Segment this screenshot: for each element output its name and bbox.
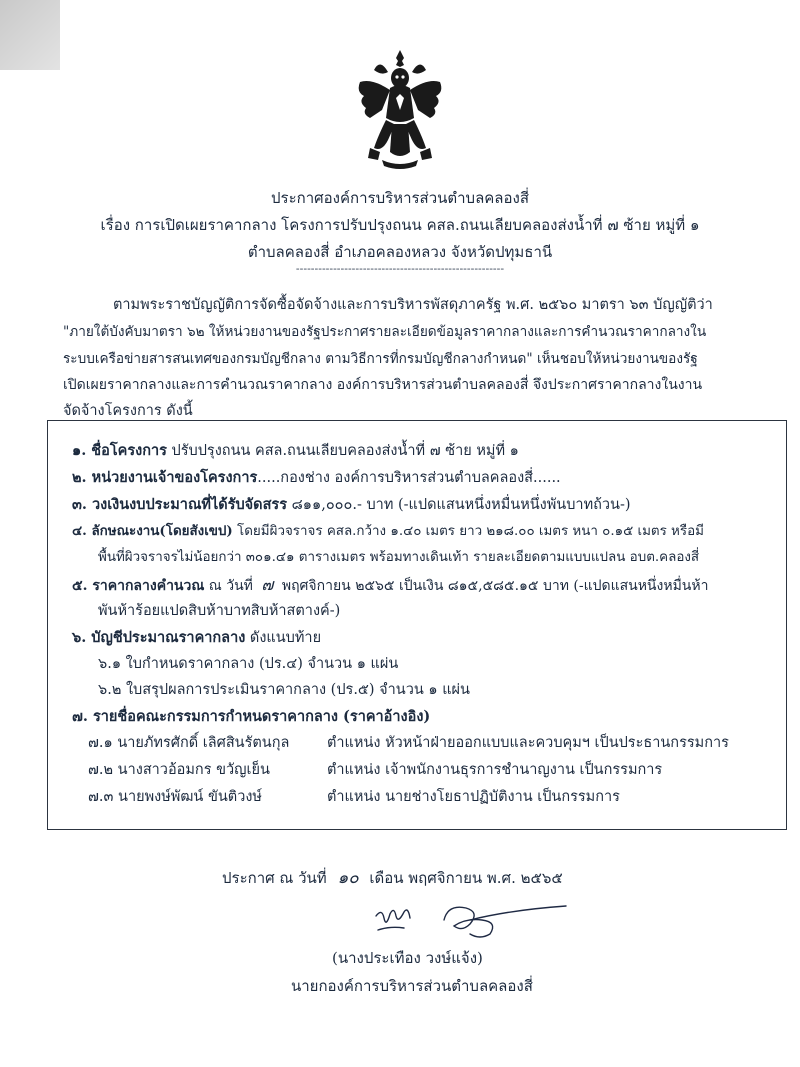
- item-committee: [72, 705, 430, 728]
- announcement-location: ตำบลคลองสี่ อำเภอคลองหลวง จังหวัดปทุมธานี: [247, 243, 553, 261]
- item-label: ๔. ลักษณะงาน(โดยสังเขป): [72, 523, 233, 539]
- announcement-subject: เรื่อง การเปิดเผยราคากลาง โครงการปรับปรุงถนน คสล.ถนนเลียบคลองส่งน้ำที่ ๗ ซ้าย หมู่ที่ ๑: [100, 216, 700, 234]
- intro-line: "ภายใต้บังคับมาตรา ๖๒ ให้หน่วยงานของรัฐประกาศรายละเอียดข้อมูลราคากลางและการคำนวณราคากลางใน: [63, 324, 707, 340]
- item-value: ณ วันที่: [204, 578, 258, 594]
- announcement-title: ประกาศองค์การบริหารส่วนตำบลคลองสี่: [271, 189, 529, 207]
- item-project-name: [72, 439, 519, 462]
- committee-member-name: ๗.๓ นายพงษ์พัฒน์ ขันติวงษ์: [88, 789, 262, 805]
- item-label: ๑. ชื่อโครงการ: [72, 442, 167, 459]
- intro-line: จัดจ้างโครงการ ดังนี้: [63, 403, 193, 419]
- item-work-description-cont: พื้นที่ผิวจราจรไม่น้อยกว่า ๓๐๑.๔๑ ตารางเมตร พร้อมทางเดินเท้า รายละเอียดตามแบบแปลน อบต.คลองสี่: [98, 550, 700, 565]
- item-owner-agency: [72, 466, 561, 489]
- item-estimate-sub-2: ๖.๒ ใบสรุปผลการประเมินราคากลาง (ปร.๕) จำนวน ๑ แผ่น: [98, 682, 470, 698]
- item-budget: [72, 493, 631, 516]
- announce-date-suffix: เดือน พฤศจิกายน พ.ศ. ๒๕๖๕: [364, 869, 563, 887]
- handwritten-announce-day: ๑๐: [337, 868, 359, 888]
- item-value: ปรับปรุงถนน คสล.ถนนเลียบคลองส่งน้ำที่ ๗ ซ้าย หมู่ที่ ๑: [166, 443, 519, 459]
- item-value: พฤศจิกายน ๒๕๖๕ เป็นเงิน ๘๑๕,๕๘๕.๑๕ บาท (-แปดแสนหนึ่งหมื่นห้า: [277, 578, 709, 594]
- item-price-estimate: [72, 626, 321, 649]
- announce-date: [222, 864, 563, 891]
- item-label: ๗. รายชื่อคณะกรรมการกำหนดราคากลาง (ราคาอ้างอิง): [72, 708, 431, 725]
- signature-icon: [370, 900, 570, 946]
- item-reference-price-cont: พันห้าร้อยแปดสิบห้าบาทสิบห้าสตางค์-): [98, 603, 341, 619]
- item-value: ดังแนบท้าย: [245, 630, 322, 646]
- intro-line: ระบบเครือข่ายสารสนเทศของกรมบัญชีกลาง ตามวิธีการที่กรมบัญชีกลางกำหนด" เห็นชอบให้หน่วยงานของรัฐ: [63, 351, 698, 367]
- item-label: ๒. หน่วยงานเจ้าของโครงการ: [72, 469, 258, 486]
- item-value: .....กองช่าง องค์การบริหารส่วนตำบลคลองสี่......: [257, 470, 561, 486]
- intro-line: ตามพระราชบัญญัติการจัดซื้อจัดจ้างและการบริหารพัสดุภาครัฐ พ.ศ. ๒๕๖๐ มาตรา ๖๓ บัญญัติว่า: [113, 297, 713, 313]
- garuda-emblem-icon: [352, 48, 448, 170]
- header-divider: --------------------------------------------------------: [295, 262, 505, 275]
- item-reference-price: [72, 573, 708, 598]
- handwritten-day: ๗: [261, 575, 274, 594]
- committee-member-name: ๗.๑ นายภัทรศักดิ์ เลิศสินรัตนกุล: [88, 735, 290, 751]
- item-label: ๕. ราคากลางคำนวณ: [72, 578, 205, 594]
- committee-member-name: ๗.๒ นางสาวอ้อมกร ขวัญเย็น: [88, 762, 270, 778]
- committee-member-position: ตำแหน่ง เจ้าพนักงานธุรการชำนาญงาน เป็นกรรมการ: [327, 762, 663, 778]
- item-label: ๓. วงเงินงบประมาณที่ได้รับจัดสรร: [72, 496, 287, 513]
- item-label: ๖. บัญชีประมาณราคากลาง: [72, 629, 246, 646]
- signer-name: (นางประเทือง วงษ์แจ้ง): [332, 949, 483, 967]
- item-value: ๘๑๑,๐๐๐.- บาท (-แปดแสนหนึ่งหมื่นหนึ่งพันบาทถ้วน-): [287, 497, 631, 513]
- item-estimate-sub-1: ๖.๑ ใบกำหนดราคากลาง (ปร.๔) จำนวน ๑ แผ่น: [98, 656, 399, 672]
- announce-date-prefix: ประกาศ ณ วันที่: [222, 869, 332, 887]
- item-work-description: [72, 520, 704, 541]
- committee-member-position: ตำแหน่ง หัวหน้าฝ่ายออกแบบและควบคุมฯ เป็นประธานกรรมการ: [327, 735, 729, 751]
- signer-title: นายกองค์การบริหารส่วนตำบลคลองสี่: [291, 977, 533, 995]
- item-value: โดยมีผิวจราจร คสล.กว้าง ๑.๔๐ เมตร ยาว ๒๑๘.๐๐ เมตร หนา ๐.๑๕ เมตร หรือมี: [232, 524, 704, 539]
- committee-member-position: ตำแหน่ง นายช่างโยธาปฏิบัติงาน เป็นกรรมการ: [327, 789, 620, 805]
- folded-corner: [0, 0, 60, 70]
- intro-line: เปิดเผยราคากลางและการคำนวณราคากลาง องค์การบริหารส่วนตำบลคลองสี่ จึงประกาศราคากลางในงาน: [63, 377, 703, 393]
